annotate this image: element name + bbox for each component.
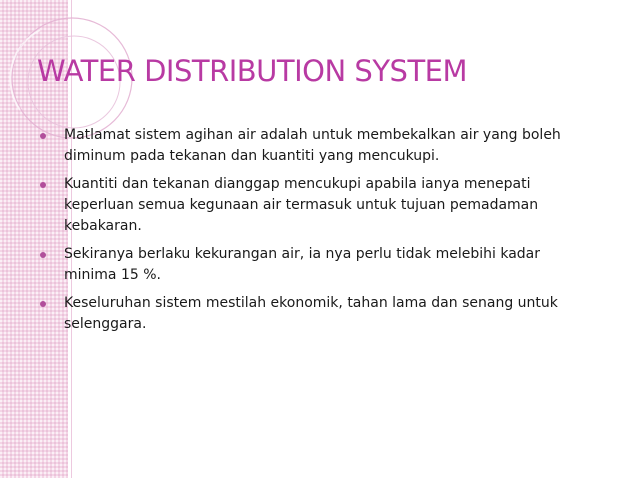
bullet-dot-icon: [40, 182, 46, 188]
bullet-text: Sekiranya berlaku kekurangan air, ia nya perlu tidak melebihi kadar minima 15 %.: [64, 246, 541, 283]
bullet-dot-icon: [40, 252, 46, 258]
bullet-dot-icon: [40, 133, 46, 139]
decorative-arc: [10, 30, 40, 110]
bullet-list: [36, 125, 596, 342]
list-item: [36, 125, 596, 167]
slide-title: WATER DISTRIBUTION SYSTEM: [37, 54, 468, 88]
list-item: [36, 174, 596, 237]
bullet-text: Matlamat sistem agihan air adalah untuk membekalkan air yang boleh diminum pada tekanan dan kuantiti yang mencukupi.: [64, 127, 561, 164]
bullet-text: Keseluruhan sistem mestilah ekonomik, tahan lama dan senang untuk selenggara.: [64, 295, 558, 332]
bullet-text: Kuantiti dan tekanan dianggap mencukupi apabila ianya menepati keperluan semua kegunaan air termasuk untuk tujuan pemadaman kebakaran.: [64, 176, 539, 234]
list-item: [36, 244, 596, 286]
bullet-dot-icon: [40, 301, 46, 307]
list-item: [36, 293, 596, 335]
